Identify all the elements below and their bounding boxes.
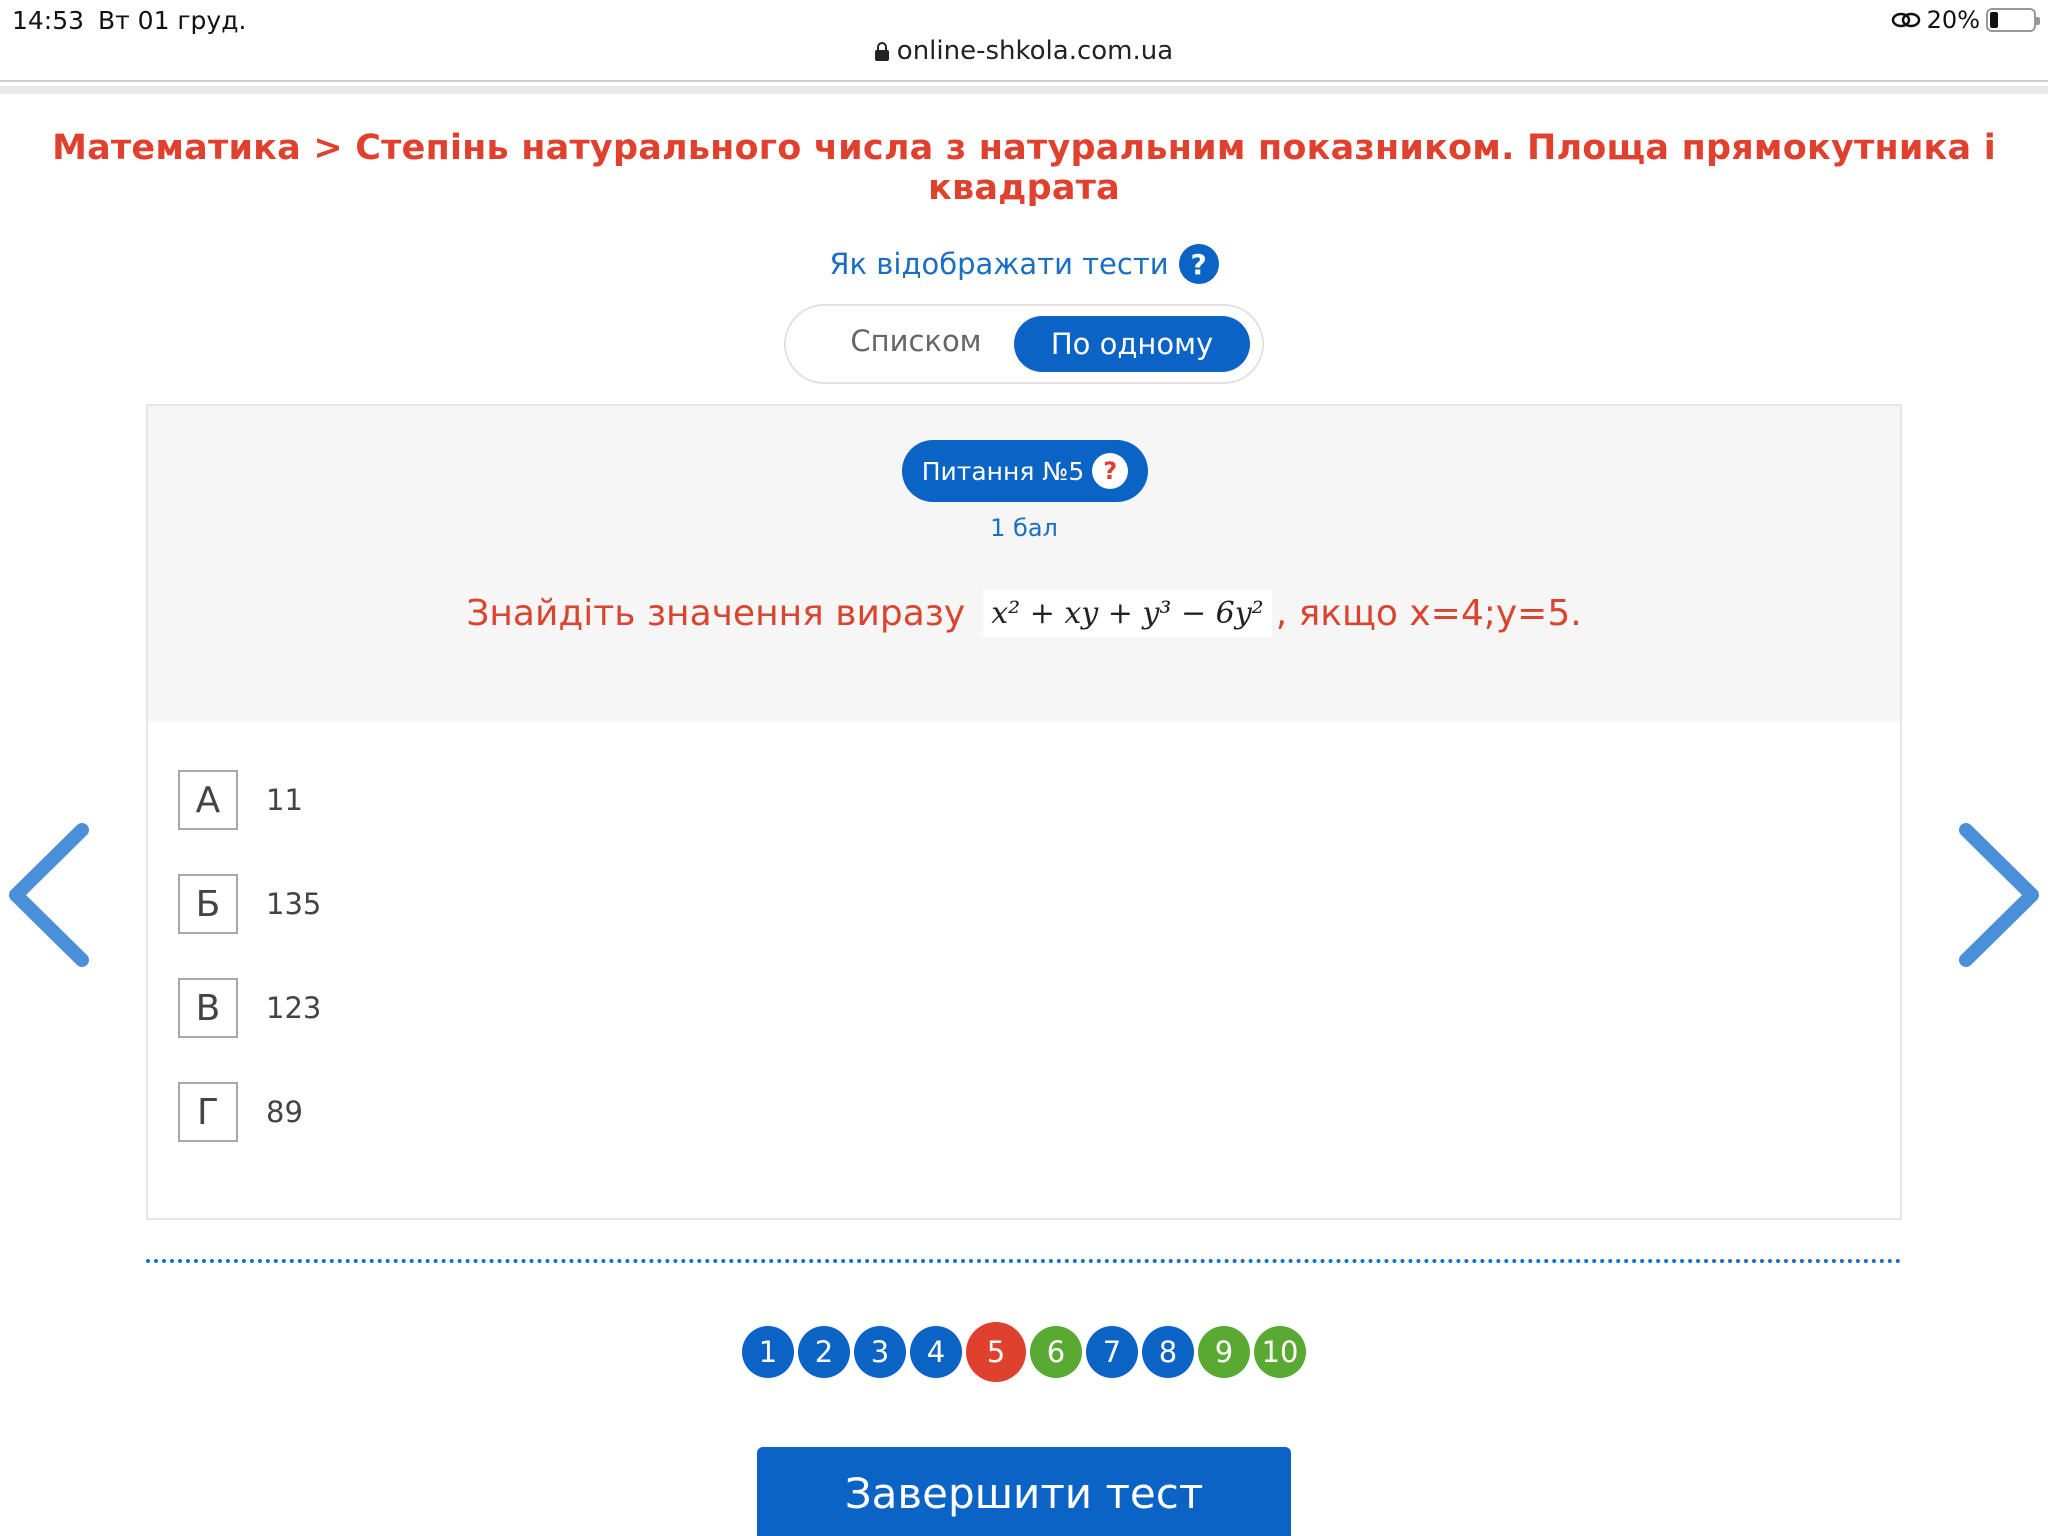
page-button[interactable]: 8	[1142, 1326, 1194, 1378]
prev-arrow-icon[interactable]	[6, 820, 96, 970]
answer-option-v[interactable]	[178, 978, 321, 1038]
answer-value: 11	[266, 783, 303, 817]
page-button[interactable]: 6	[1030, 1326, 1082, 1378]
toolbar-shadow	[0, 86, 2048, 94]
page-button[interactable]: 2	[798, 1326, 850, 1378]
status-date: Вт 01 груд.	[98, 6, 247, 35]
question-card	[146, 404, 1902, 1220]
breadcrumb[interactable]: Математика > Степінь натурального числа з натуральним показником. Площа прямокутника і квадрата	[52, 128, 1996, 208]
status-time: 14:53	[12, 6, 85, 35]
question-prompt: Знайдіть значення виразу	[466, 593, 966, 634]
link-icon	[1891, 10, 1921, 30]
answer-letter[interactable]: А	[178, 770, 238, 830]
finish-test-button[interactable]: Завершити тест	[757, 1447, 1291, 1536]
page-button[interactable]: 4	[910, 1326, 962, 1378]
answer-option-g[interactable]	[178, 1082, 303, 1142]
page-button[interactable]: 10	[1254, 1326, 1306, 1378]
page-button[interactable]: 5	[966, 1322, 1026, 1382]
question-number-badge	[902, 440, 1148, 502]
help-icon[interactable]: ?	[1179, 244, 1219, 284]
question-formula: x² + xy + y³ − 6y²	[983, 590, 1271, 637]
answer-option-b[interactable]	[178, 874, 321, 934]
page-button[interactable]: 1	[742, 1326, 794, 1378]
display-mode-label	[0, 244, 2048, 284]
answer-letter[interactable]: Г	[178, 1082, 238, 1142]
display-mode-text: Як відображати тести	[829, 247, 1169, 281]
question-pagination	[0, 1326, 2048, 1382]
mode-list-button[interactable]: Списком	[850, 324, 982, 358]
display-mode-toggle	[784, 304, 1264, 384]
url-bar[interactable]	[0, 36, 2048, 66]
answer-letter[interactable]: В	[178, 978, 238, 1038]
answer-letter[interactable]: Б	[178, 874, 238, 934]
dotted-separator	[146, 1259, 1902, 1263]
question-number: Питання №5	[921, 456, 1085, 486]
answer-value: 135	[266, 887, 322, 921]
question-points: 1 бал	[990, 514, 1058, 542]
answer-value: 123	[266, 991, 322, 1025]
mode-one-button[interactable]: По одному	[1014, 316, 1250, 372]
battery-percent: 20%	[1926, 6, 1980, 34]
battery-icon	[1986, 8, 2036, 32]
url-text: online-shkola.com.ua	[896, 36, 1174, 66]
question-help-icon[interactable]: ?	[1092, 453, 1128, 489]
question-condition: , якщо x=4;y=5.	[1275, 593, 1582, 634]
question-header	[148, 406, 1900, 722]
lock-icon	[875, 44, 889, 60]
status-right	[1891, 6, 2036, 34]
page-button[interactable]: 9	[1198, 1326, 1250, 1378]
answer-value: 89	[266, 1095, 303, 1129]
page-button[interactable]: 3	[854, 1326, 906, 1378]
question-text	[148, 590, 1900, 637]
answer-option-a[interactable]	[178, 770, 303, 830]
next-arrow-icon[interactable]	[1952, 820, 2042, 970]
page-button[interactable]: 7	[1086, 1326, 1138, 1378]
toolbar-divider	[0, 80, 2048, 82]
